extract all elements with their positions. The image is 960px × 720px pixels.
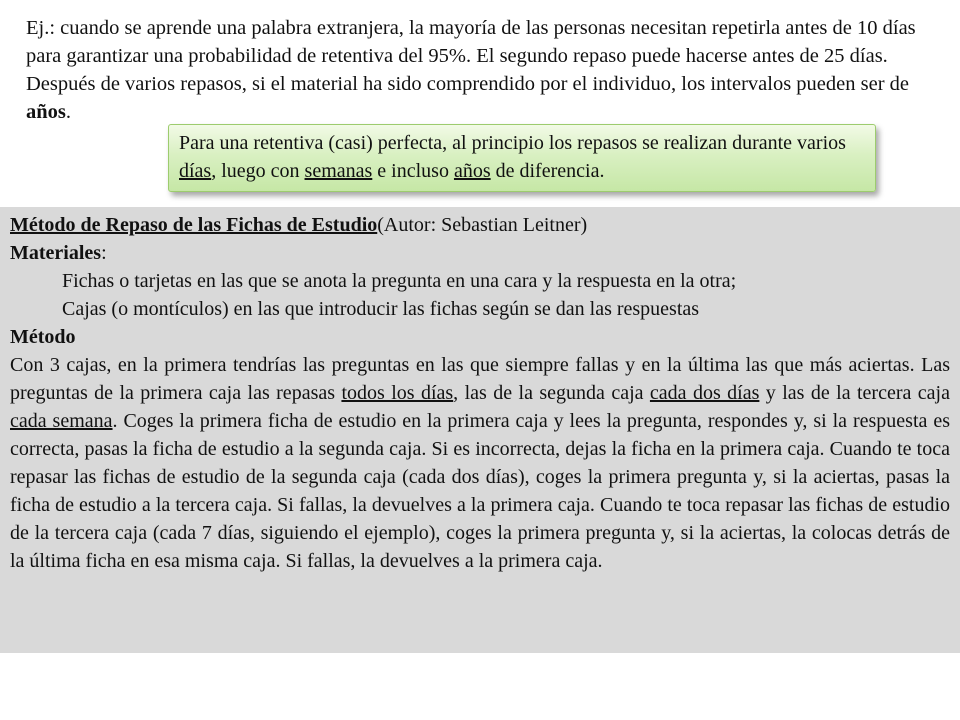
method-underline-cada-semana: cada semana	[10, 410, 113, 432]
example-bold-word: años	[26, 101, 66, 123]
method-title-line	[10, 211, 950, 239]
materials-item-1: Fichas o tarjetas en las que se anota la pregunta en una cara y la respuesta en la otra;	[62, 270, 737, 292]
note-underline-anos: años	[453, 160, 491, 182]
method-section	[0, 207, 960, 653]
method-underline-todos-los-dias: todos los días	[341, 382, 454, 404]
materials-heading-line	[10, 239, 950, 267]
method-body-3: y las de la tercera caja	[759, 382, 950, 404]
example-text	[26, 14, 946, 126]
note-underline-dias: días	[179, 160, 212, 182]
method-heading: Método	[10, 326, 76, 348]
example-box	[8, 6, 952, 130]
method-body	[10, 351, 950, 575]
method-heading-line	[10, 323, 950, 351]
method-body-1: Con 3 cajas, en la primera tendrías las preguntas en las que siempre fallas y en la última las que más aciertas. Las preguntas de la primera caja las repasas	[10, 354, 950, 404]
example-prefix: Ej.: cuando se aprende una palabra extranjera, la mayoría de las personas necesitan repetirla antes de 10 días para garantizar una probabilidad de retentiva del 95%. El segundo repaso puede hacerse antes de 25 días. Después de varios repasos, si el material ha sido comprendido por el individuo, los intervalos pueden ser de	[26, 17, 916, 95]
example-suffix: .	[65, 101, 72, 123]
note-underline-semanas: semanas	[304, 160, 373, 182]
materials-colon: :	[101, 242, 107, 264]
retention-note-box	[168, 124, 876, 192]
method-body-2: , las de la segunda caja	[453, 382, 650, 404]
materials-item-2: Cajas (o montículos) en las que introducir las fichas según se dan las respuestas	[62, 298, 700, 320]
method-underline-cada-dos-dias: cada dos días	[649, 382, 760, 404]
note-text-1: Para una retentiva (casi) perfecta, al principio los repasos se realizan durante varios	[179, 132, 846, 154]
method-title: Método de Repaso de las Fichas de Estudio	[10, 214, 378, 236]
note-text-3: e incluso	[372, 160, 454, 182]
note-text-4: de diferencia.	[490, 160, 605, 182]
method-body-4: . Coges la primera ficha de estudio en la primera caja y lees la pregunta, respondes y, si la respuesta es correcta, pasas la ficha de estudio a la segunda caja. Si es incorrecta, dejas la ficha en la primera caja. Cuando te toca repasar las fichas de estudio de la segunda caja (cada dos días), coges la primera pregunta y, si la aciertas, pasas la ficha de estudio a la tercera caja. Si fallas, la devuelves a la primera caja. Cuando te toca repasar las fichas de estudio de la tercera caja (cada 7 días, siguiendo el ejemplo), coges la primera pregunta y, si la aciertas, la colocas detrás de la última ficha en esa misma caja. Si fallas, la devuelves a la primera caja.	[10, 410, 950, 572]
method-author: (Autor: Sebastian Leitner)	[377, 214, 588, 236]
note-text-2: , luego con	[211, 160, 305, 182]
materials-heading: Materiales	[10, 242, 102, 264]
